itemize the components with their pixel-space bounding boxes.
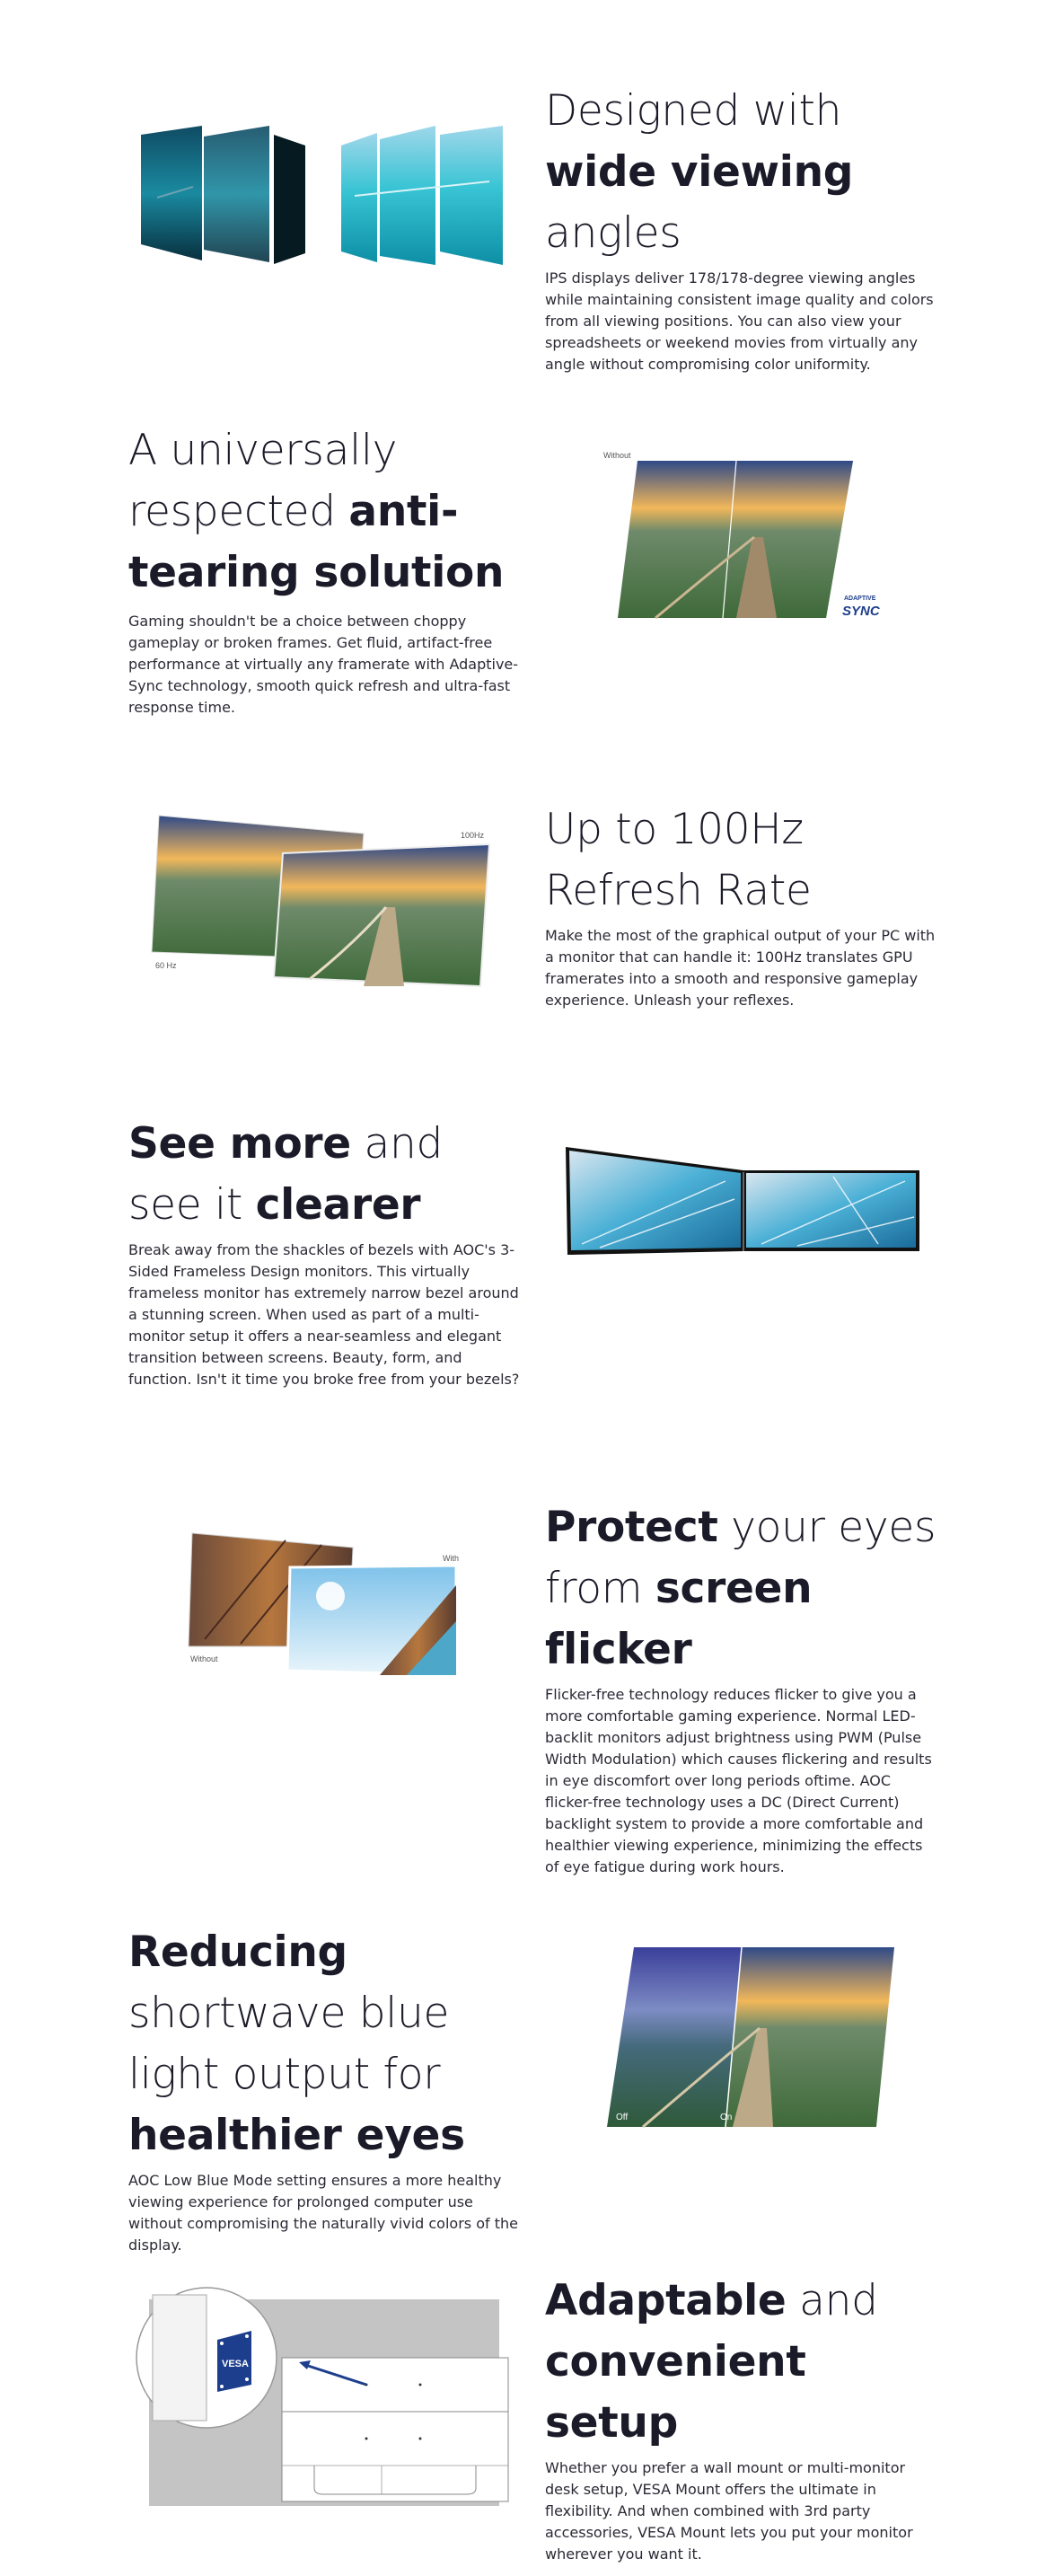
section-body: AOC Low Blue Mode setting ensures a more healthy viewing experience for prolonged computer use without compromising the naturally vivid colors of the display. bbox=[128, 2172, 518, 2254]
section-heading: Designed with wide viewing angles bbox=[545, 86, 854, 258]
section-body: Gaming shouldn't be a choice between choppy gameplay or broken frames. Get fluid, artifact-free performance at virtually any framerate with Adaptive-Sync technology, smooth quick refresh and ultra-fast response time. bbox=[128, 613, 519, 716]
section-vesa bbox=[0, 2245, 1064, 2576]
flicker-free-image bbox=[187, 1531, 465, 1693]
section-body: Make the most of the graphical output of your PC with a monitor that can handle it: 100Hz translates GPU framerates into a smooth and responsive gameplay experience. Unleash your reflexes. bbox=[545, 927, 936, 1009]
section-anti-tearing bbox=[0, 377, 1064, 754]
label-off: Off bbox=[616, 2113, 629, 2122]
section-flicker-free bbox=[0, 1473, 1064, 1886]
section-body: IPS displays deliver 178/178-degree viewing angles while maintaining consistent image quality and colors from all viewing positions. You can also view your spreadsheets or weekend movies from virtually any angle without compromising color uniformity. bbox=[545, 269, 934, 373]
section-heading: Adaptable and convenient setup bbox=[545, 2276, 878, 2448]
vesa-badge: VESA bbox=[222, 2359, 249, 2369]
section-low-blue bbox=[0, 1886, 1064, 2254]
section-heading: Protect your eyes from screen flicker bbox=[545, 1503, 936, 1674]
section-refresh-rate bbox=[0, 754, 1064, 1096]
label-100hz: 100Hz bbox=[461, 831, 485, 840]
section-body: Whether you prefer a wall mount or multi-monitor desk setup, VESA Mount offers the ultimate in flexibility. And when combined with 3rd party accessories, VESA Mount lets you put your monitor wherever you want it. bbox=[545, 2459, 913, 2563]
section-heading: Up to 100Hz Refresh Rate bbox=[545, 805, 812, 915]
label-without: Without bbox=[603, 451, 631, 460]
low-blue-image bbox=[607, 1947, 903, 2131]
section-heading: A universally respected anti-tearing solution bbox=[128, 426, 505, 597]
vesa-mount-image bbox=[135, 2286, 512, 2510]
adaptive-sync-logo-top: ADAPTIVE bbox=[844, 595, 876, 602]
frameless-monitors-image bbox=[564, 1145, 923, 1257]
label-60hz: 60 Hz bbox=[155, 961, 177, 970]
section-frameless bbox=[0, 1096, 1064, 1473]
section-heading: Reducing shortwave blue light output for healthier eyes bbox=[128, 1928, 465, 2160]
section-heading: See more and see it clearer bbox=[128, 1119, 444, 1230]
label-without: Without bbox=[190, 1654, 218, 1663]
label-on: On bbox=[720, 2113, 733, 2122]
section-body: Flicker-free technology reduces flicker to give you a more comfortable gaming experience. Normal LED-backlit monitors adjust brightness using PWM (Pulse Width Modulation) which causes flickering and results in eye discomfort over long periods oftime. AOC flicker-free technology uses a DC (Direct Current) backlight system to provide a more comfortable and healthier viewing experience, minimizing the effects of eye fatigue during work hours. bbox=[545, 1686, 932, 1875]
label-with: With bbox=[443, 1554, 459, 1563]
viewing-angles-image bbox=[139, 126, 507, 269]
refresh-rate-image bbox=[148, 808, 498, 997]
adaptive-sync-image bbox=[602, 438, 889, 636]
adaptive-sync-logo-bottom: SYNC bbox=[842, 604, 880, 619]
section-body: Break away from the shackles of bezels with AOC's 3-Sided Frameless Design monitors. This virtually frameless monitor has extremely narrow bezel around a stunning screen. When used as part of a multi-monitor setup it offers a near-seamless and elegant transition between screens. Beauty, form, and function. Isn't it time you broke free from your bezels? bbox=[128, 1241, 520, 1388]
section-viewing-angles bbox=[0, 0, 1064, 377]
